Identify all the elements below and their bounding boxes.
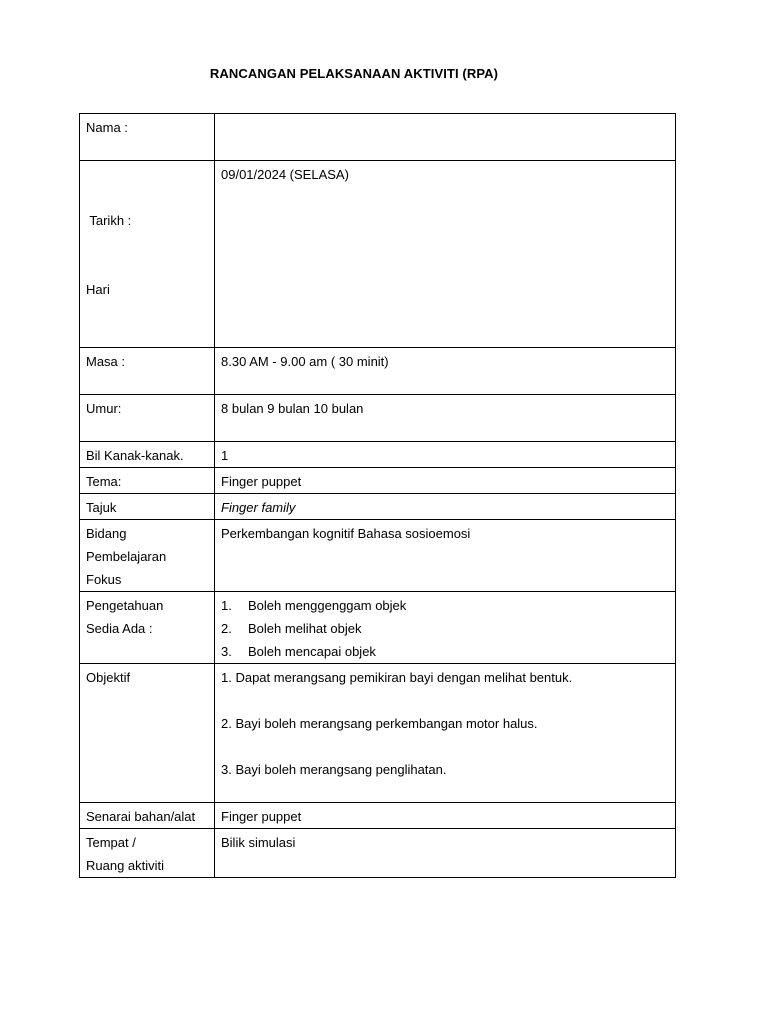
list-item-text: Boleh menggenggam objek	[248, 598, 407, 613]
row-objektif	[80, 664, 676, 803]
label-nama	[80, 114, 215, 161]
list-item	[221, 640, 669, 663]
label-umur: Umur:	[80, 395, 215, 442]
value-senarai: Finger puppet	[215, 803, 676, 829]
label-nama-text: Nama :	[86, 120, 128, 135]
row-pengetahuan	[80, 592, 676, 664]
value-pengetahuan-list	[215, 592, 676, 664]
label-tarikh-line2: Hari	[86, 282, 110, 297]
label-pengetahuan	[80, 592, 215, 664]
value-bil: 1	[215, 442, 676, 468]
value-tema: Finger puppet	[215, 468, 676, 494]
label-pengetahuan-line2: Sedia Ada :	[86, 621, 153, 636]
label-tarikh-line1: Tarikh :	[86, 213, 132, 228]
value-umur: 8 bulan 9 bulan 10 bulan	[215, 395, 676, 442]
label-pengetahuan-line1: Pengetahuan	[86, 598, 164, 613]
objektif-item-2: 2. Bayi boleh merangsang perkembangan motor halus.	[221, 716, 538, 731]
label-bidang-line2: Pembelajaran	[86, 549, 167, 564]
label-tajuk: Tajuk	[80, 494, 215, 520]
label-tema: Tema:	[80, 468, 215, 494]
label-tarikh	[80, 161, 215, 348]
row-tarikh	[80, 161, 676, 348]
row-tajuk	[80, 494, 676, 520]
objektif-item-1: 1. Dapat merangsang pemikiran bayi dengan melihat bentuk.	[221, 670, 573, 685]
rpa-table	[79, 113, 676, 878]
label-tempat-line2: Ruang aktiviti	[86, 858, 165, 873]
row-tema	[80, 468, 676, 494]
value-objektif-list	[215, 664, 676, 803]
list-item	[221, 594, 669, 617]
row-bil	[80, 442, 676, 468]
value-tempat: Bilik simulasi	[215, 829, 676, 878]
objektif-item-3: 3. Bayi boleh merangsang penglihatan.	[221, 762, 447, 777]
label-bil: Bil Kanak-kanak.	[80, 442, 215, 468]
value-tarikh: 09/01/2024 (SELASA)	[215, 161, 676, 348]
value-bidang: Perkembangan kognitif Bahasa sosioemosi	[215, 520, 676, 592]
row-senarai	[80, 803, 676, 829]
document-title: RANCANGAN PELAKSANAAN AKTIVITI (RPA)	[209, 66, 499, 81]
list-item	[221, 617, 669, 640]
label-tempat-line1: Tempat /	[86, 835, 136, 850]
label-tempat	[80, 829, 215, 878]
label-masa: Masa :	[80, 348, 215, 395]
value-masa: 8.30 AM - 9.00 am ( 30 minit)	[215, 348, 676, 395]
list-item-text: Boleh mencapai objek	[248, 644, 376, 659]
label-bidang-line3: Fokus	[86, 572, 122, 587]
label-senarai: Senarai bahan/alat	[80, 803, 215, 829]
row-masa	[80, 348, 676, 395]
value-nama	[215, 114, 676, 161]
row-tempat	[80, 829, 676, 878]
value-tajuk: Finger family	[215, 494, 676, 520]
list-item-number: 1.	[221, 598, 232, 613]
row-bidang	[80, 520, 676, 592]
list-item-number: 2.	[221, 621, 232, 636]
label-objektif: Objektif	[80, 664, 215, 803]
list-item-text: Boleh melihat objek	[248, 621, 362, 636]
label-bidang	[80, 520, 215, 592]
label-bidang-line1: Bidang	[86, 526, 127, 541]
row-umur	[80, 395, 676, 442]
row-nama	[80, 114, 676, 161]
list-item-number: 3.	[221, 644, 232, 659]
